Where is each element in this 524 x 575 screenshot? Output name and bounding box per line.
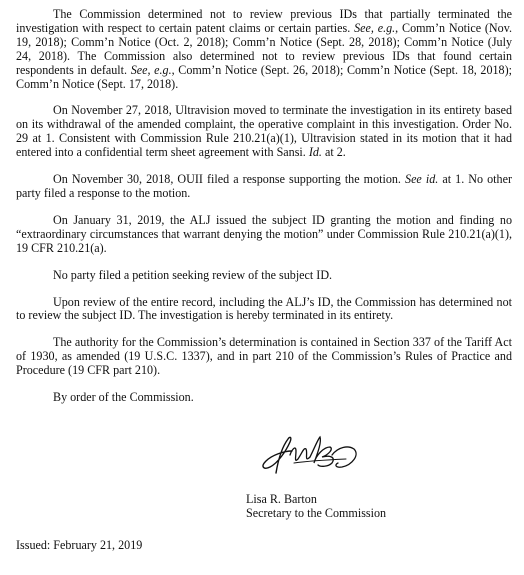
paragraph-text: On November 27, 2018, Ultravision moved to terminate the investigation in its entirety based on its withdrawal of the amended complaint, the operative complaint in this investigation. Order No. 29 at 1. Consistent with Commission Rule 210.21(a)(1), Ultravision stated in its motion that it had entered into a confidential term sheet agreement with Sansi. — [16, 103, 512, 160]
paragraph — [16, 296, 512, 324]
paragraph-text: at 1. No other party filed a response to the motion. — [16, 172, 512, 200]
citation-signal: See, e.g. — [354, 20, 396, 35]
paragraph-text: , Comm’n Notice (Sept. 26, 2018); Comm’n Notice (Sept. 18, 2018); Comm’n Notice (Sept. 17, 2018). — [16, 62, 512, 91]
paragraph — [16, 104, 512, 160]
paragraph — [16, 173, 512, 201]
paragraph-text: at 2. — [321, 145, 346, 160]
paragraph-text: , Comm’n Notice (Nov. 19, 2018); Comm’n Notice (Oct. 2, 2018); Comm’n Notice (Sept. 28, 2018); Comm’n Notice (July 24, 2018). The Commission also determined not to review previous IDs that found certain respondents in default. — [16, 20, 512, 77]
citation-signal: Id. — [308, 145, 322, 160]
paragraph-text: By order of the Commission. — [53, 390, 194, 405]
paragraph — [16, 269, 512, 283]
paragraph-text: On January 31, 2019, the ALJ issued the subject ID granting the motion and finding no “extraordinary circumstances that warrant denying the motion” under Commission Rule 210.21(a)(1), 19 CFR 210.21(a). — [16, 212, 512, 255]
paragraph — [16, 336, 512, 378]
paragraph-text: The authority for the Commission’s determination is contained in Section 337 of the Tariff Act of 1930, as amended (19 U.S.C. 1337), and in part 210 of the Commission’s Rules of Practice and Procedure (19 CFR part 210). — [16, 335, 512, 378]
handwritten-signature — [254, 433, 366, 479]
paragraph-text: On November 30, 2018, OUII filed a response supporting the motion. — [53, 172, 406, 187]
paragraph-text: The Commission determined not to review previous IDs that partially terminated the investigation with respect to certain patent claims or certain parties. — [16, 7, 512, 35]
paragraph — [16, 214, 512, 256]
citation-signal: See, e.g. — [130, 62, 172, 77]
paragraph — [16, 8, 512, 91]
signatory-title: Secretary to the Commission — [246, 505, 387, 520]
paragraph-text: Upon review of the entire record, including the ALJ’s ID, the Commission has determined not to review the subject ID. The investigation is hereby terminated in its entirety. — [16, 294, 512, 323]
paragraph — [16, 391, 512, 405]
signatory-name: Lisa R. Barton — [246, 491, 317, 506]
issued-date: Issued: February 21, 2019 — [16, 538, 143, 552]
document-body — [16, 8, 512, 418]
signature-block — [246, 433, 446, 521]
paragraph-text: No party filed a petition seeking review of the subject ID. — [53, 267, 333, 282]
citation-signal: See id. — [405, 172, 439, 187]
